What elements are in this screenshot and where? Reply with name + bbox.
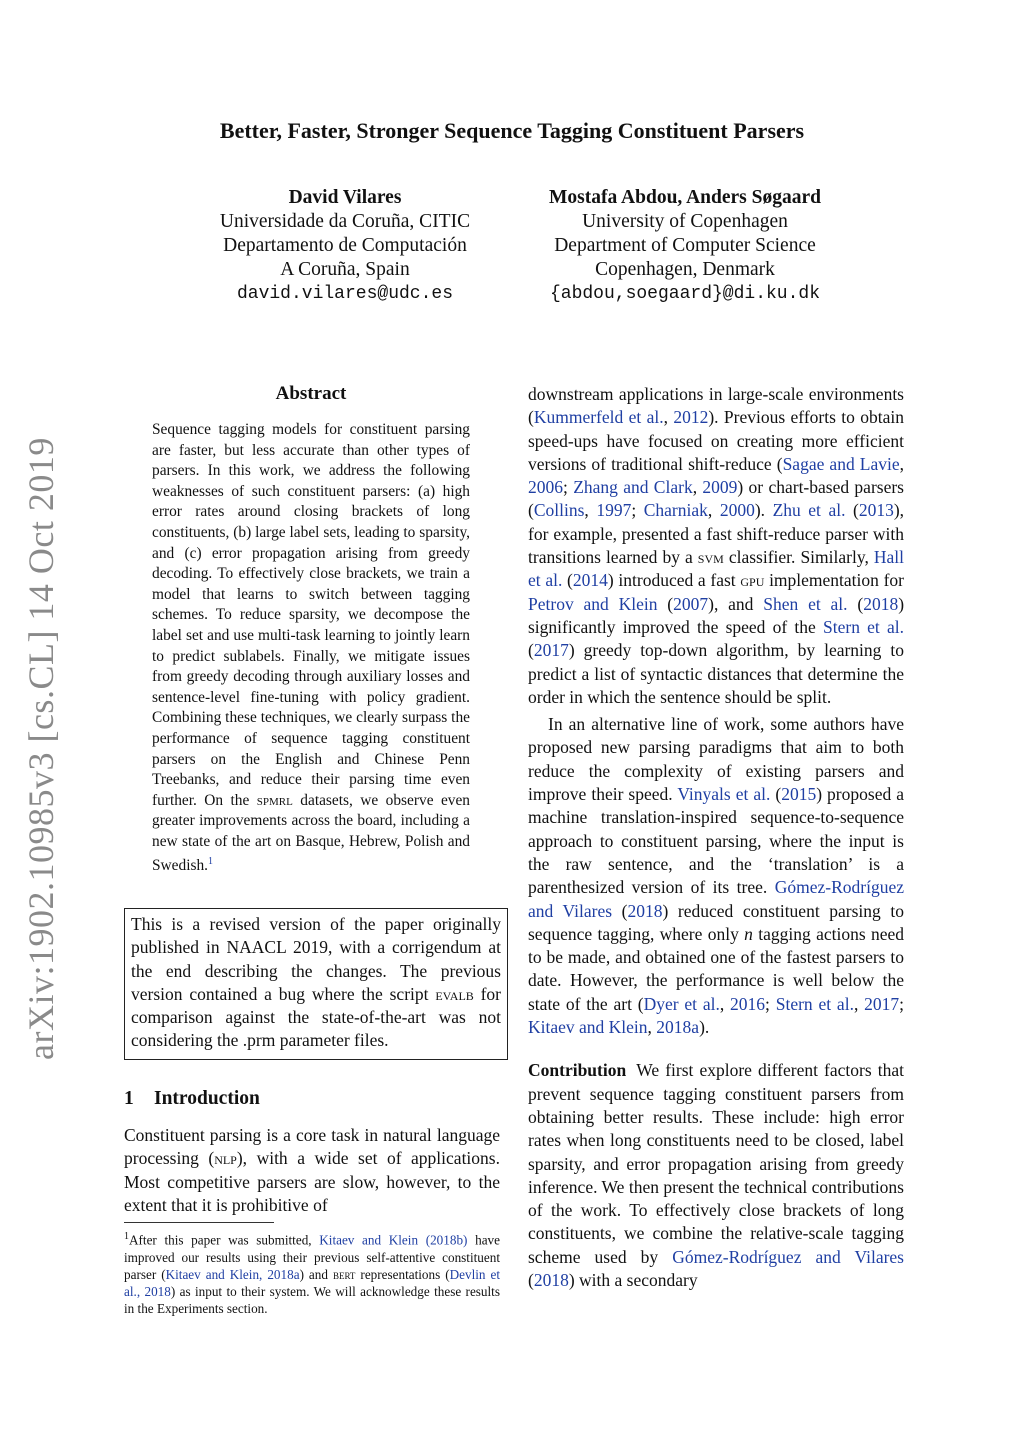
paragraph-related-work: downstream applications in large-scale environments (Kummerfeld et al., 2012). Previous efforts to obtain speed-ups have focused on creating more efficient versions of traditional shift-reduce (Sagae and Lavie, 2006; Zhang and Clark, 2009) or chart-based parsers (Collins, 1997; Charniak, 2000). Zhu et al. (2013), for example, presented a fast shift-reduce parser with transitions learned by a svm classifier. Similarly, Hall et al. (2014) introduced a fast gpu implementation for Petrov and Klein (2007), and Shen et al. (2018) significantly improved the speed of the Stern et al. (2017) greedy top-down algorithm, by learning to predict a list of syntactic distances that determine the order in which the sentence should be split. bbox=[528, 384, 905, 707]
section-title: Introduction bbox=[154, 1088, 260, 1109]
citation-link[interactable]: 2012 bbox=[673, 407, 709, 428]
citation-link[interactable]: Charniak bbox=[643, 500, 708, 521]
citation-link[interactable]: 2018 bbox=[627, 900, 663, 921]
evalb-acronym: evalb bbox=[435, 983, 474, 1004]
citation-link[interactable]: Sagae and Lavie bbox=[782, 453, 900, 474]
section-heading-introduction bbox=[124, 1088, 260, 1110]
citation-link[interactable]: 2018 bbox=[533, 1269, 569, 1290]
citation-link[interactable]: 2018a bbox=[656, 1017, 700, 1038]
citation-link[interactable]: Stern et al. bbox=[775, 993, 854, 1014]
citation-link[interactable]: Kitaev and Klein (2018b) bbox=[319, 1232, 468, 1248]
author-name: David Vilares bbox=[288, 187, 402, 208]
citation-link[interactable]: Hall et al. bbox=[528, 547, 904, 591]
author-affiliation-line: Department of Computer Science bbox=[554, 235, 816, 256]
citation-link[interactable]: Zhang and Clark bbox=[573, 477, 693, 498]
paragraph-contribution: Contribution We first explore different factors that prevent sequence tagging constituent parsers from obtaining better results. These include: high error rates when long constituents need to be closed, label sparsity, and error propagation arising from greedy inference. We then present the technical contributions of the work. To effectively close brackets of long constituents, we combine the relative-scale tagging scheme used by Gómez-Rodríguez and Vilares (2018) with a secondary bbox=[528, 1060, 904, 1290]
right-column bbox=[528, 383, 904, 1292]
citation-link[interactable]: 2016 bbox=[730, 993, 766, 1014]
citation-link[interactable]: 1997 bbox=[596, 500, 632, 521]
author-affiliation-line: Universidade da Coruña, CITIC bbox=[219, 211, 471, 232]
citation-link[interactable]: 2017 bbox=[864, 993, 900, 1014]
spmrl-acronym: spmrl bbox=[256, 791, 293, 809]
citation-link[interactable]: Gómez-Rodríguez and Vilares bbox=[528, 877, 904, 921]
citation-link[interactable]: Devlin et al., 2018 bbox=[124, 1266, 501, 1299]
citation-link[interactable]: 2009 bbox=[702, 477, 738, 498]
citation-link[interactable]: Gómez-Rodríguez and Vilares bbox=[672, 1246, 904, 1267]
author-affiliation-line: University of Copenhagen bbox=[582, 211, 788, 232]
bert-acronym: bert bbox=[332, 1266, 356, 1282]
abstract-heading: Abstract bbox=[275, 383, 347, 404]
math-variable-n: n bbox=[744, 923, 753, 944]
abstract-text: Sequence tagging models for constituent parsing are faster, but less accurate than other types of parsers. In this work, we address the following weaknesses of such constituent parsers: (a) high error rates around closing brackets of long constituents, (b) large label sets, leading to sparsity, and (c) error propagation arising from greedy decoding. To effectively close brackets, we train a model that learns to switch between tagging schemes. To reduce sparsity, we decompose the label set and use multi-task learning to jointly learn to predict sublabels. Finally, we mitigate issues from greedy decoding through auxiliary losses and sentence-level fine-tuning with policy gradient. Combining these techniques, we clearly surpass the performance of sequence tagging constituent parsers on the English and Chinese Penn Treebanks, and reduce their parsing time even further. On the spmrl datasets, we observe even greater improvements across the board, including a new state of the art on Basque, Hebrew, Polish and Swedish.$^1$ bbox=[152, 421, 470, 875]
citation-link[interactable]: 2007 bbox=[673, 593, 709, 614]
citation-link[interactable]: 2006 bbox=[528, 477, 563, 498]
revision-note-box: This is a revised version of the paper originally published in NAACL 2019, with a corrigendum at the end describing the changes. The previous version contained a bug where the script evalb for comparison against the state-of-the-art was not considering the .prm parameter files. bbox=[124, 908, 508, 1060]
citation-link[interactable]: 2013 bbox=[858, 500, 894, 521]
citation-link[interactable]: Kummerfeld et al. bbox=[533, 407, 664, 428]
author-affiliation-line: Departamento de Computación bbox=[223, 235, 467, 256]
citation-link[interactable]: 2000 bbox=[719, 500, 755, 521]
citation-link[interactable]: Collins bbox=[533, 500, 585, 521]
author-affiliation-line: Copenhagen, Denmark bbox=[595, 259, 775, 280]
citation-link[interactable]: Zhu et al. bbox=[772, 500, 846, 521]
citation-link[interactable]: Shen et al. bbox=[763, 593, 848, 614]
citation-link[interactable]: Kitaev and Klein, 2018a bbox=[165, 1266, 300, 1282]
citation-link[interactable]: Dyer et al. bbox=[643, 993, 720, 1014]
footnote-divider bbox=[124, 1222, 274, 1223]
paragraph-heading-contribution: Contribution bbox=[528, 1060, 627, 1081]
citation-link[interactable]: Vinyals et al. bbox=[677, 784, 771, 805]
section-number: 1 bbox=[124, 1088, 134, 1109]
citation-link[interactable]: Petrov and Klein bbox=[528, 593, 658, 614]
author-email[interactable]: david.vilares@udc.es bbox=[236, 284, 454, 304]
citation-link[interactable]: 2014 bbox=[572, 570, 608, 591]
svm-acronym: svm bbox=[697, 547, 724, 568]
footnote-number: 1 bbox=[124, 1231, 129, 1242]
author-affiliation-line: A Coruña, Spain bbox=[280, 259, 410, 280]
nlp-acronym: nlp bbox=[214, 1148, 237, 1169]
introduction-text: Constituent parsing is a core task in natural language processing (nlp), with a wide set of applications. Most competitive parsers are slow, however, to the extent that it is prohibitive of bbox=[124, 1125, 500, 1215]
citation-link[interactable]: 2015 bbox=[781, 784, 817, 805]
citation-link[interactable]: 2018 bbox=[863, 593, 899, 614]
author-email[interactable]: {abdou,soegaard}@di.ku.dk bbox=[549, 284, 821, 304]
gpu-acronym: gpu bbox=[740, 570, 765, 591]
arxiv-identifier: arXiv:1902.10985v3 [cs.CL] 14 Oct 2019 bbox=[21, 437, 61, 1060]
paragraph-alternative-work: In an alternative line of work, some authors have proposed new parsing paradigms that aim to both reduce the complexity of existing parsers and improve their speed. Vinyals et al. (2015) proposed a machine translation-inspired sequence-to-sequence approach to constituent parsing, where the input is the raw sentence, and the ‘translation’ is a parenthesized version of its tree. Gómez-Rodríguez and Vilares (2018) reduced constituent parsing to sequence tagging, where only n tagging actions need to be made, and obtained one of the fastest parsers to date. However, the performance is well below the state of the art (Dyer et al., 2016; Stern et al., 2017; Kitaev and Klein, 2018a). bbox=[528, 714, 905, 1038]
footnote: $^1$After this paper was submitted, Kitaev and Klein (2018b) have improved our results using their previous self-attentive constituent parser (Kitaev and Klein, 2018a) and bert representations (Devlin et al., 2018) as input to their system. We will acknowledge these results in the Experiments section. bbox=[124, 1231, 501, 1317]
citation-link[interactable]: 2017 bbox=[533, 640, 569, 661]
author-name: Mostafa Abdou, Anders Søgaard bbox=[549, 187, 821, 208]
citation-link[interactable]: Kitaev and Klein bbox=[528, 1017, 648, 1038]
citation-link[interactable]: Stern et al. bbox=[823, 616, 904, 637]
footnote-marker[interactable]: 1 bbox=[208, 856, 214, 868]
paper-title: Better, Faster, Stronger Sequence Tagging Constituent Parsers bbox=[219, 118, 805, 143]
author-block-right bbox=[475, 186, 895, 306]
